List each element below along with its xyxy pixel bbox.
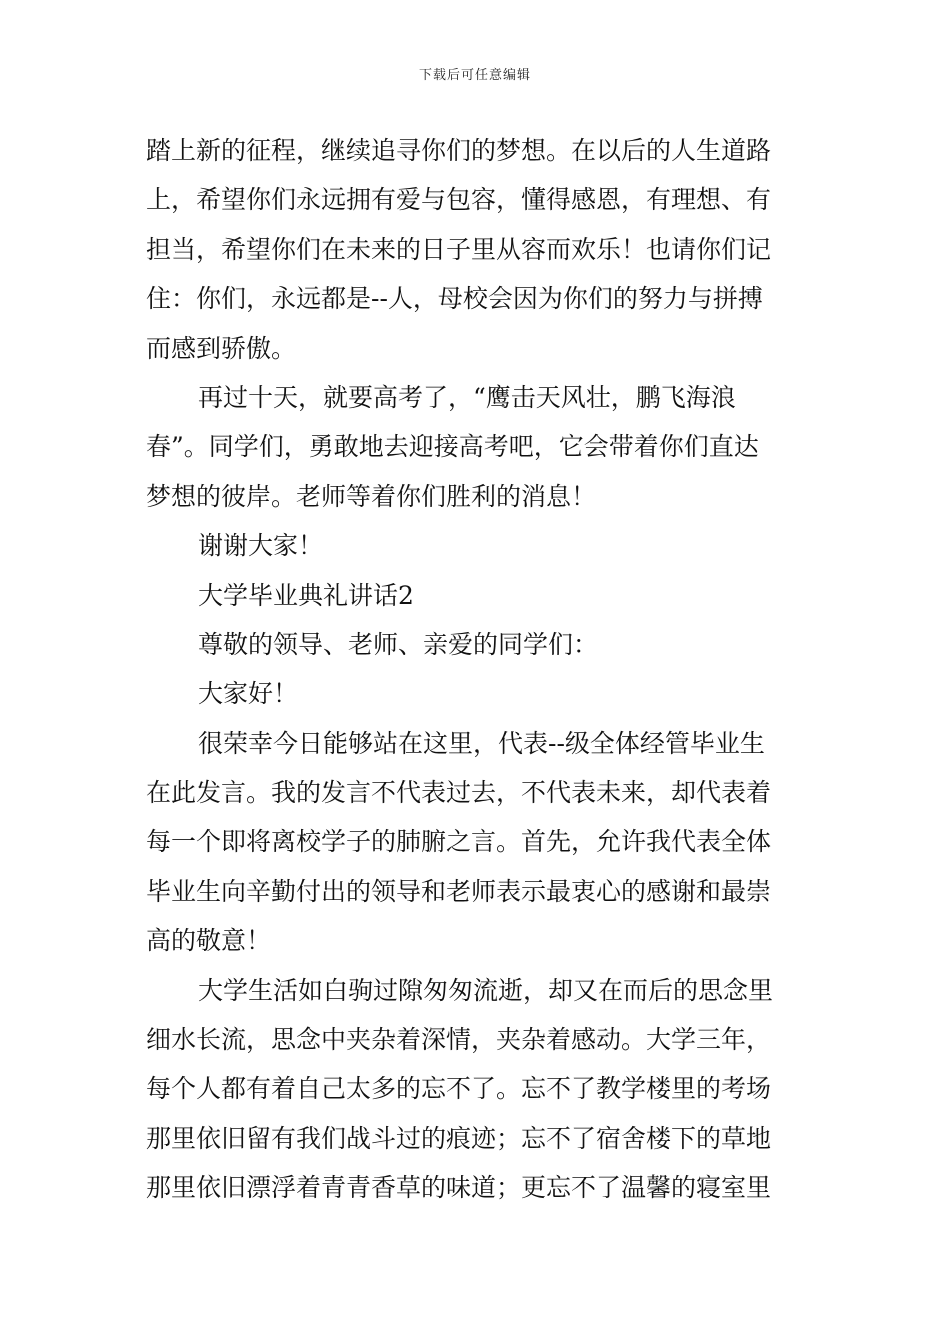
text-line: 大学毕业典礼讲话2	[198, 580, 414, 610]
page-header: 下载后可任意编辑	[418, 68, 531, 83]
text-line: 梦想的彼岸。老师等着你们胜利的消息！	[146, 481, 597, 511]
text-line: 再过十天，就要高考了，“鹰击天风壮，鹏飞海浪	[198, 382, 736, 412]
text-line: 而感到骄傲。	[146, 333, 297, 363]
text-line: 住：你们，永远都是--人，母校会因为你们的努力与拼搏	[146, 284, 763, 314]
text-line: 大学生活如白驹过隙匆匆流逝，却又在而后的思念里	[198, 975, 774, 1005]
text-line: 很荣幸今日能够站在这里，代表--级全体经管毕业生	[198, 728, 765, 758]
text-line: 踏上新的征程，继续追寻你们的梦想。在以后的人生道路	[146, 136, 772, 165]
text-line: 每一个即将离校学子的肺腑之言。首先，允许我代表全体	[146, 827, 772, 857]
text-line: 春”。同学们，勇敢地去迎接高考吧，它会带着你们直达	[146, 432, 759, 462]
text-line: 细水长流，思念中夹杂着深情，夹杂着感动。大学三年，	[146, 1025, 772, 1055]
text-line: 在此发言。我的发言不代表过去，不代表未来，却代表着	[146, 778, 772, 808]
text-line: 那里依旧漂浮着青青香草的味道；更忘不了温馨的寝室里	[146, 1173, 772, 1203]
text-line: 毕业生向辛勤付出的领导和老师表示最衷心的感谢和最崇	[146, 876, 772, 906]
text-line: 高的敬意！	[146, 926, 272, 956]
text-line: 每个人都有着自己太多的忘不了。忘不了教学楼里的考场	[146, 1074, 772, 1104]
text-line: 谢谢大家！	[198, 531, 324, 561]
text-line: 那里依旧留有我们战斗过的痕迹；忘不了宿舍楼下的草地	[146, 1123, 772, 1153]
text-line: 担当，希望你们在未来的日子里从容而欢乐！也请你们记	[146, 234, 772, 264]
text-line: 上，希望你们永远拥有爱与包容，懂得感恩，有理想、有	[146, 185, 772, 215]
text-line: 大家好！	[198, 679, 299, 709]
document-body	[146, 126, 814, 1213]
text-line: 尊敬的领导、老师、亲爱的同学们：	[198, 629, 599, 659]
